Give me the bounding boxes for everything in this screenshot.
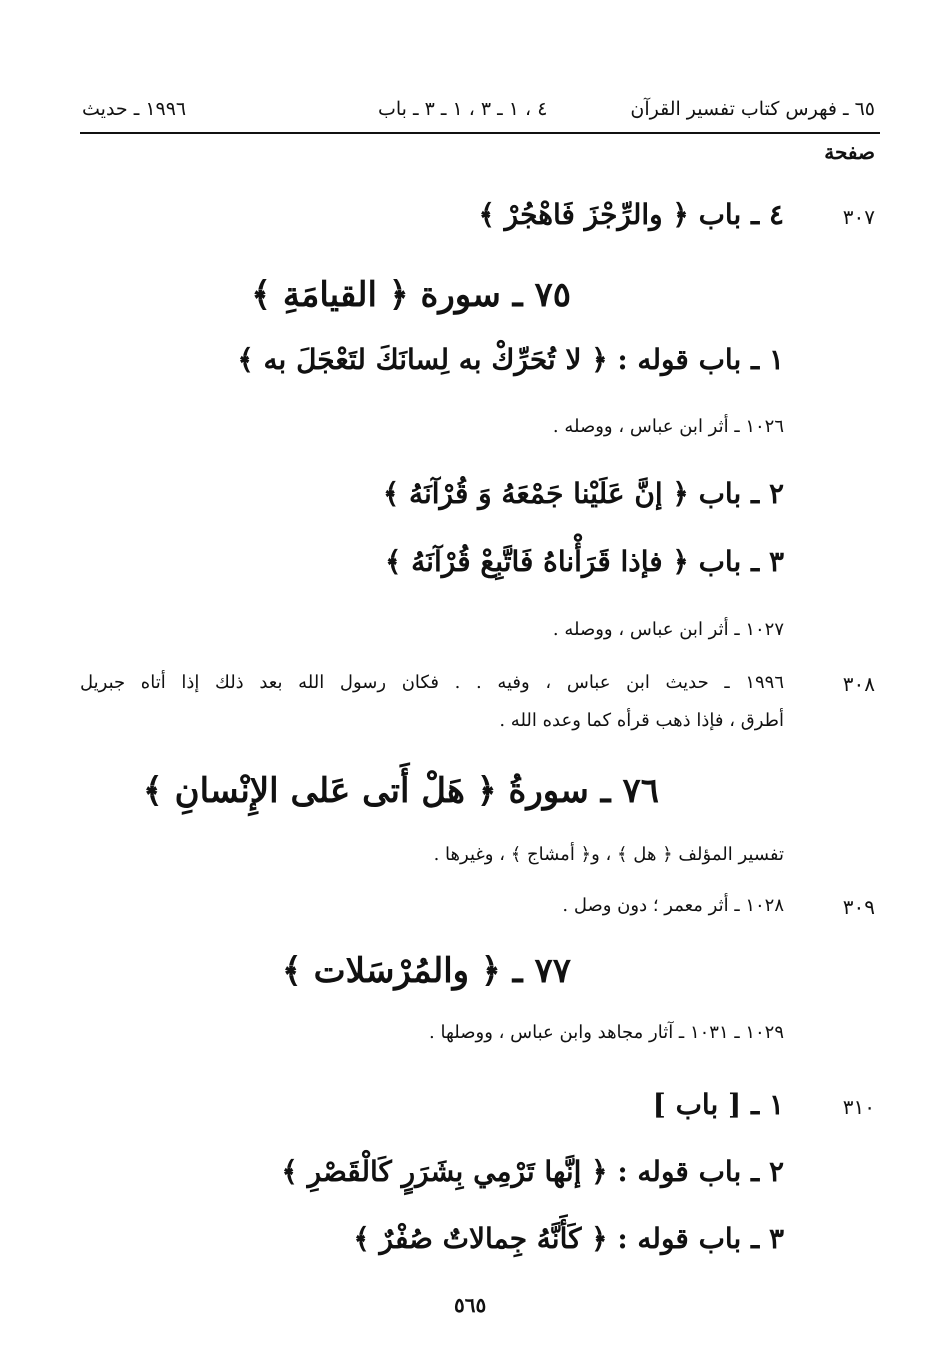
chapter-heading: ٣ ـ باب قوله : ﴿ كَأَنَّهُ جِمالاتٌ صُفْرٌ ﴾: [353, 1222, 784, 1255]
entry-line: ١٠٢٨ ـ أثر معمر ؛ دون وصل .: [562, 895, 784, 916]
page-number: ٥٦٥: [454, 1293, 487, 1317]
header-rule: [80, 132, 880, 134]
chapter-heading: ٣ ـ باب ﴿ فإذا قَرَأْناهُ فَاتَّبِعْ قُرْآنَهُ ﴾: [385, 545, 784, 578]
sura-heading: ٧٥ ـ سورة ﴿ القيامَةِ ﴾: [251, 275, 571, 315]
sura-heading: ٧٧ ـ ﴿ والمُرْسَلات ﴾: [281, 951, 571, 991]
page-ref: ٣١٠: [842, 1095, 875, 1119]
header-hadith: ١٩٩٦ ـ حديث: [82, 98, 187, 120]
chapter-heading: ١ ـ باب قوله : ﴿ لا تُحَرِّكْ به لِسانَكَ لتَعْجَلَ به ﴾: [237, 343, 784, 376]
page-ref: ٣٠٨: [842, 672, 875, 696]
header-range: ٤ ، ١ ـ ٣ ، ١ ـ ٣ ـ باب: [378, 98, 548, 120]
chapter-heading: ٢ ـ باب ﴿ إنَّ عَلَيْنا جَمْعَهُ وَ قُرْآنَهُ ﴾: [382, 477, 784, 510]
chapter-heading: ١ ـ [ باب ]: [652, 1088, 784, 1121]
page-ref: ٣٠٧: [842, 205, 875, 229]
sura-heading: ٧٦ ـ سورةُ ﴿ هَلْ أَتى عَلى الإِنْسانِ ﴾: [142, 771, 659, 811]
entry-line: ١٠٢٩ ـ ١٠٣١ ـ آثار مجاهد وابن عباس ، ووصلها .: [429, 1022, 784, 1043]
entry-paragraph-line: ١٩٩٦ ـ حديث ابن عباس ، وفيه . . فكان رسول الله بعد ذلك إذا أتاه جبريل: [80, 672, 784, 693]
chapter-heading: ٢ ـ باب قوله : ﴿ إنَّها تَرْمِي بِشَرَرٍ كَالْقَصْرِ ﴾: [281, 1155, 784, 1188]
page-column-label: صفحة: [824, 140, 875, 164]
entry-paragraph-line: أطرق ، فإذا ذهب قرأه كما وعده الله .: [499, 710, 784, 731]
entry-line: ١٠٢٦ ـ أثر ابن عباس ، ووصله .: [552, 416, 784, 437]
page-ref: ٣٠٩: [842, 895, 875, 919]
chapter-heading: ٤ ـ باب ﴿ والرِّجْزَ فَاهْجُرْ ﴾: [478, 198, 784, 231]
header-title: ٦٥ ـ فهرس كتاب تفسير القرآن: [630, 98, 875, 120]
entry-line: ١٠٢٧ ـ أثر ابن عباس ، ووصله .: [552, 619, 784, 640]
entry-line: تفسير المؤلف ﴿ هل ﴾ ، و﴿ أمشاج ﴾ ، وغيرها .: [433, 844, 784, 865]
